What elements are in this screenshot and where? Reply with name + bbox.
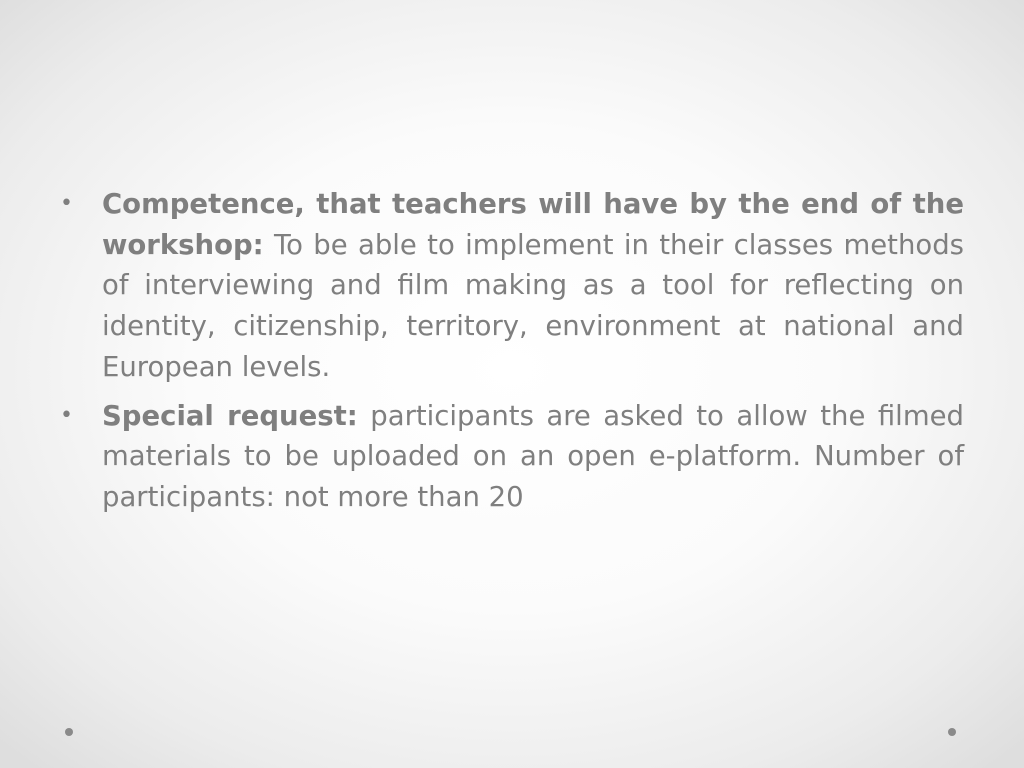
- bullet-item-special-request: [60, 396, 964, 518]
- decorative-dot-left-icon: [65, 728, 73, 736]
- decorative-dot-right-icon: [948, 728, 956, 736]
- bullet-item-competence: [60, 184, 964, 388]
- bullet-icon: •: [60, 191, 73, 216]
- bullet-list: [60, 184, 964, 526]
- bullet-lead-special-request: Special request:: [102, 399, 358, 432]
- bullet-lead-competence: Competence, that teachers will have by the end of the workshop:: [102, 188, 964, 261]
- bullet-text-competence: To be able to implement in their classes methods of interviewing and film making as a tool for reflecting on identity, citizenship, territory, environment at national and European levels.: [102, 228, 964, 383]
- bullet-text-special-request: participants are asked to allow the filmed materials to be uploaded on an open e-platform. Number of participants: not more than 20: [102, 399, 964, 513]
- bullet-icon: •: [60, 402, 73, 428]
